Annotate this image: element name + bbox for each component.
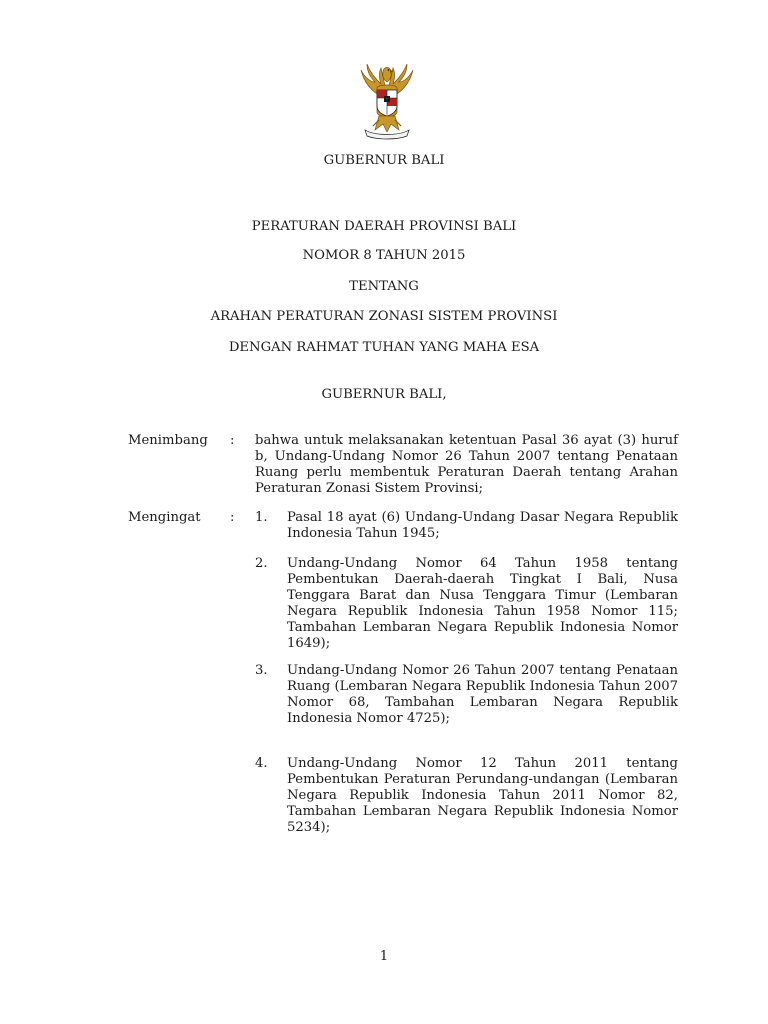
mengingat-item-text: Undang-Undang Nomor 12 Tahun 2011 tentang Pembentukan Peraturan Perundang-undangan (Lembaran Negara Republik Indonesia Tahun 2011 Nomor 82, Tambahan Lembaran Negara Republik Indonesia Nomor 5234);: [287, 756, 678, 835]
menimbang-label: Menimbang: [128, 433, 208, 448]
mengingat-item-number: 2.: [255, 556, 268, 571]
mengingat-item-text: Undang-Undang Nomor 64 Tahun 1958 tentang Pembentukan Daerah-daerah Tingkat I Bali, Nusa Tenggara Barat dan Nusa Tenggara Timur (Lembaran Negara Republik Indonesia Tahun 1958 Nomor 115; Tambahan Lembaran Negara Republik Indonesia Nomor 1649);: [287, 556, 678, 651]
garuda-pancasila-emblem-icon: [355, 60, 419, 142]
mengingat-item-text: Undang-Undang Nomor 26 Tahun 2007 tentang Penataan Ruang (Lembaran Negara Republik Indonesia Tahun 2007 Nomor 68, Tambahan Lembaran Negara Republik Indonesia Nomor 4725);: [287, 663, 678, 726]
mengingat-item-number: 3.: [255, 663, 268, 678]
mengingat-item-number: 1.: [255, 510, 268, 525]
issuer-heading: GUBERNUR BALI: [323, 153, 445, 168]
mengingat-item-text: Pasal 18 ayat (6) Undang-Undang Dasar Negara Republik Indonesia Tahun 1945;: [287, 510, 678, 541]
governor-heading: GUBERNUR BALI,: [321, 387, 447, 402]
mengingat-colon: :: [230, 510, 235, 525]
mengingat-item-number: 4.: [255, 756, 268, 771]
page-number: 1: [379, 949, 389, 964]
menimbang-text: bahwa untuk melaksanakan ketentuan Pasal 36 ayat (3) huruf b, Undang-Undang Nomor 26 Tahun 2007 tentang Penataan Ruang perlu membentuk Peraturan Daerah tentang Arahan Peraturan Zonasi Sistem Provinsi;: [255, 433, 678, 496]
regulation-title: PERATURAN DAERAH PROVINSI BALI: [251, 219, 517, 234]
mengingat-label: Mengingat: [128, 510, 201, 525]
regulation-number: NOMOR 8 TAHUN 2015: [302, 248, 466, 263]
blessing-line: DENGAN RAHMAT TUHAN YANG MAHA ESA: [228, 340, 540, 355]
regulation-subject: ARAHAN PERATURAN ZONASI SISTEM PROVINSI: [210, 309, 558, 324]
about-heading: TENTANG: [349, 279, 419, 294]
menimbang-colon: :: [230, 433, 235, 448]
